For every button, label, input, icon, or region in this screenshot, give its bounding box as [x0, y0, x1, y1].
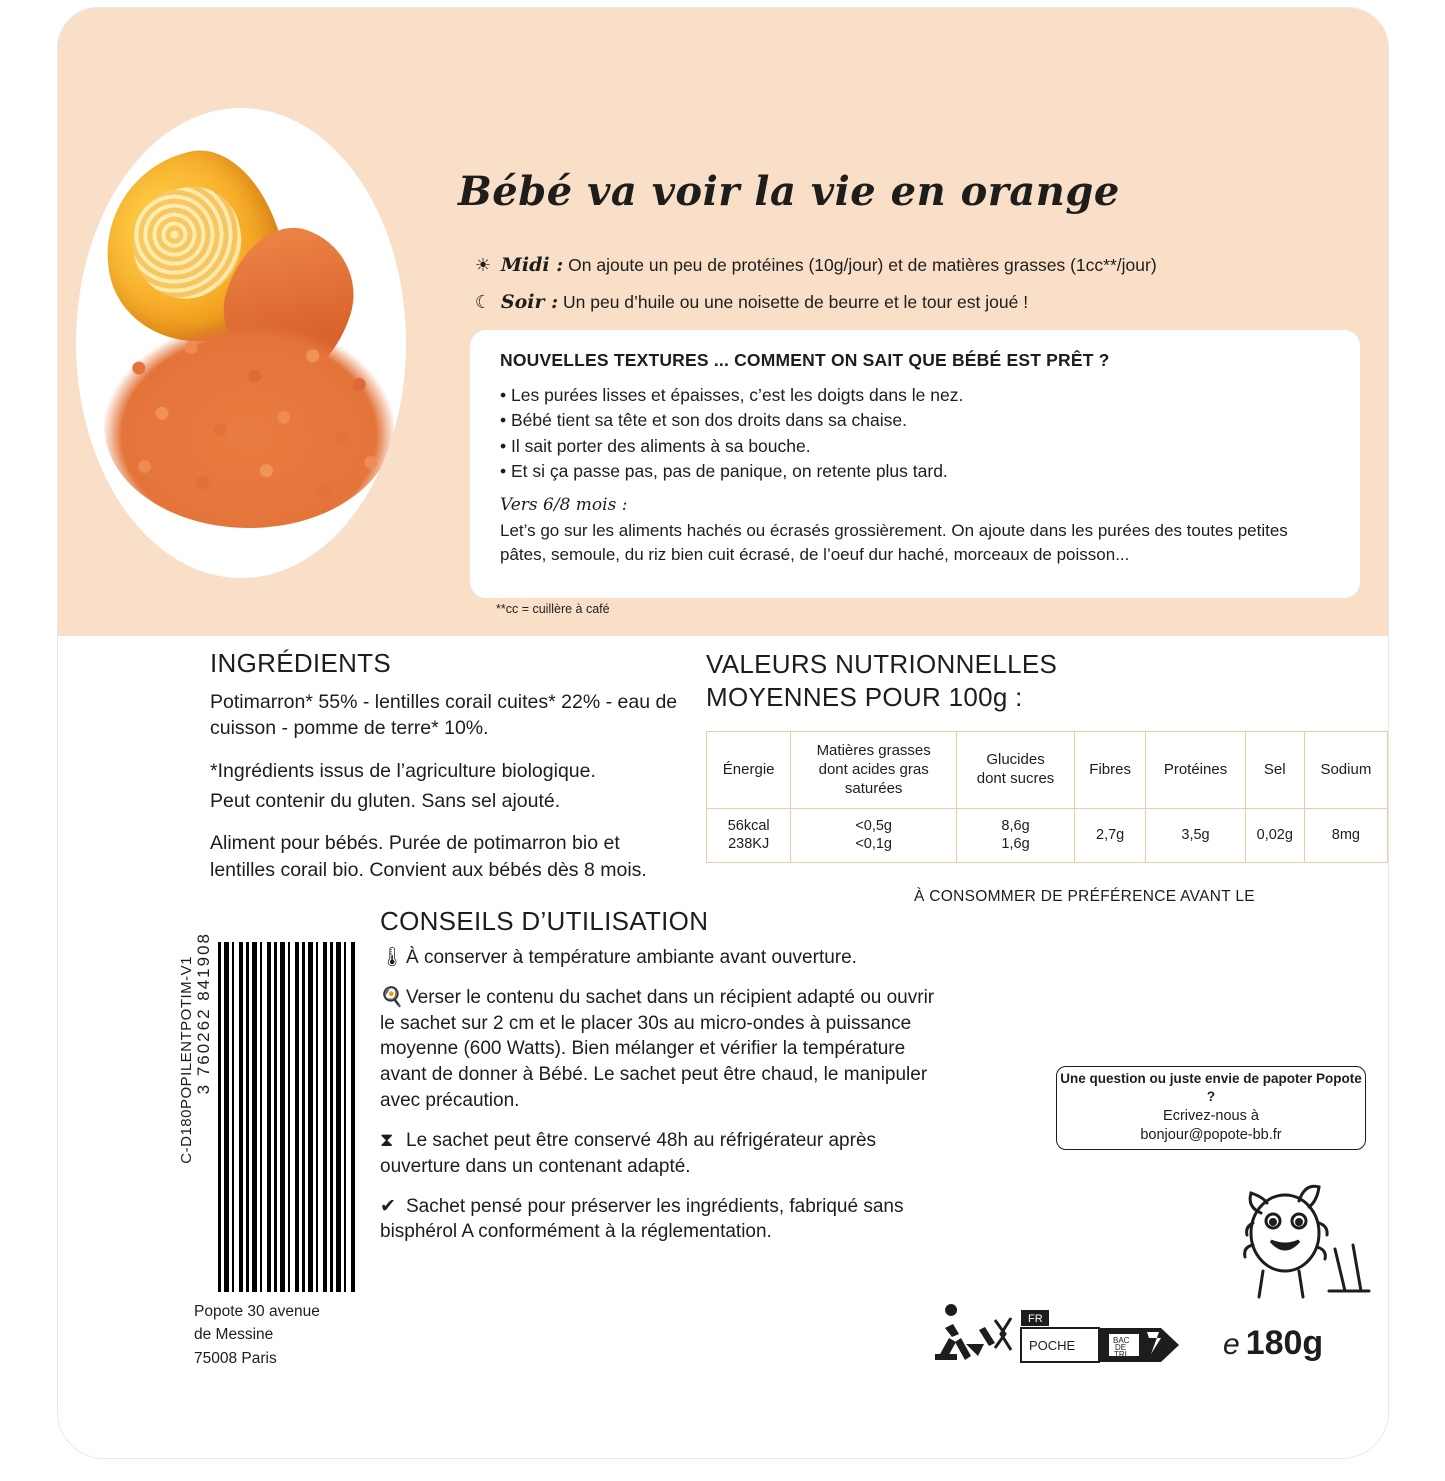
nutrition-value-fat: <0,5g <0,1g: [791, 809, 957, 862]
contact-write: Ecrivez-nous à: [1163, 1107, 1259, 1124]
table-row-values: [707, 809, 1388, 862]
address-line-2: de Messine: [194, 1326, 274, 1344]
pouch-body: [58, 8, 1388, 1458]
ingredients-note-organic: *Ingrédients issus de l’agriculture biologique.: [210, 759, 596, 782]
list-item: • Il sait porter des aliments à sa bouche.: [500, 435, 811, 456]
nutrition-title: [706, 648, 1388, 713]
meal-text-midi: On ajoute un peu de protéines (10g/jour) et de matières grasses (1cc**/jour): [568, 255, 1157, 275]
contact-email[interactable]: bonjour@popote-bb.fr: [1140, 1127, 1282, 1144]
address-line-1: Popote 30 avenue: [194, 1303, 320, 1320]
svg-text:TRI: TRI: [1114, 1350, 1127, 1359]
nutrition-value-salt: 0,02g: [1245, 809, 1304, 862]
barcode: [178, 918, 366, 1298]
thermometer-icon: 🌡: [380, 947, 405, 968]
barcode-reference: C-D180POPILENTPOTIM-V1: [178, 956, 195, 1164]
svg-text:POCHE: POCHE: [1029, 1338, 1076, 1353]
contact-question: Une question ou juste envie de papoter Popote ?: [1060, 1071, 1362, 1105]
list-item: • Les purées lisses et épaisses, c’est les doigts dans le nez.: [500, 385, 964, 405]
textures-panel-title: NOUVELLES TEXTURES ... COMMENT ON SAIT QUE BÉBÉ EST PRÊT ?: [500, 350, 1110, 370]
meal-label-soir: Soir :: [500, 291, 559, 313]
company-address: [194, 1300, 320, 1370]
page-title: Bébé va voir la vie en orange: [458, 168, 1120, 215]
nutrition-value-carbs: 8,6g 1,6g: [957, 809, 1075, 862]
ingredients-list: Potimarron* 55% - lentilles corail cuites* 22% - eau de cuisson - pomme de terre* 10%.: [210, 691, 678, 740]
sun-icon: ☀: [474, 255, 492, 275]
svg-text:FR: FR: [1028, 1313, 1043, 1325]
nutrition-value-protein: 3,5g: [1146, 809, 1246, 862]
hourglass-icon: ⧗: [380, 1129, 394, 1151]
textures-panel: [470, 330, 1360, 598]
meal-tip-midi: [470, 254, 1157, 276]
usage-item-fridge: ⧗ Le sachet peut être conservé 48h au réfrigérateur après ouverture dans un contenant adapté.: [380, 1129, 877, 1177]
weight-value: 180g: [1245, 1324, 1324, 1362]
ingredients-note-usage: Aliment pour bébés. Purée de potimarron bio et lentilles corail bio. Convient aux bébés dès 8 mois.: [210, 832, 647, 881]
nutrition-title-line1: VALEURS NUTRIONNELLES: [706, 649, 1058, 679]
ingredients-section: [210, 648, 690, 899]
meal-text-soir: Un peu d’huile ou une noisette de beurre et le tour est joué !: [563, 292, 1029, 312]
saucepan-icon: 🍳: [380, 986, 404, 1008]
nutrition-header-protein: Protéines: [1146, 732, 1246, 809]
check-icon: ✔: [380, 1195, 396, 1217]
estimated-sign: e: [1223, 1328, 1240, 1361]
usage-item-heating: 🍳 Verser le contenu du sachet dans un récipient adapté ou ouvrir le sachet sur 2 cm et le placer 30s au micro-ondes à puissance moyenne (600 Watts). Bien mélanger et vérifier la température avant de donner à Bébé. Le sachet peut être chaud, le manipuler avec précaution.: [380, 986, 935, 1112]
age-subtitle: Vers 6/8 mois :: [500, 494, 628, 515]
red-lentils-image: [104, 323, 394, 528]
ingredients-title: INGRÉDIENTS: [210, 648, 391, 678]
contact-box: [1056, 1066, 1366, 1150]
nutrition-header-sodium: Sodium: [1304, 732, 1387, 809]
nutrition-section: [706, 648, 1388, 863]
svg-text:DE: DE: [1115, 1343, 1127, 1352]
recycling-icons: [933, 1304, 1183, 1366]
footnote: **cc = cuillère à café: [496, 602, 610, 616]
food-photo: [76, 108, 406, 578]
usage-item-packaging: ✔ Sachet pensé pour préserver les ingrédients, fabriqué sans bisphérol A conformément à la réglementation.: [380, 1195, 904, 1243]
textures-bullet-list: [470, 383, 1360, 485]
address-line-3: 75008 Paris: [194, 1349, 277, 1367]
net-weight: [1223, 1324, 1323, 1363]
mascot-illustration: [1203, 1153, 1383, 1313]
nutrition-header-energy: Énergie: [707, 732, 791, 809]
nutrition-value-energy: 56kcal 238KJ: [707, 809, 791, 862]
moon-icon: ☾: [474, 292, 492, 312]
ingredients-note-gluten: Peut contenir du gluten. Sans sel ajouté.: [210, 789, 561, 812]
best-before-label: À CONSOMMER DE PRÉFÉRENCE AVANT LE: [914, 888, 1255, 905]
usage-title: CONSEILS D’UTILISATION: [380, 906, 709, 936]
nutrition-header-fibre: Fibres: [1075, 732, 1146, 809]
list-item: • Bébé tient sa tête et son dos droits dans sa chaise.: [500, 410, 907, 431]
usage-item-storage: 🌡À conserver à température ambiante avant ouverture.: [380, 945, 950, 971]
nutrition-header-carbs: Glucides dont sucres: [957, 732, 1075, 809]
meal-label-midi: Midi :: [500, 254, 564, 276]
nutrition-value-sodium: 8mg: [1304, 809, 1387, 862]
nutrition-value-fibre: 2,7g: [1075, 809, 1146, 862]
usage-section: [380, 906, 950, 1259]
nutrition-header-salt: Sel: [1245, 732, 1304, 809]
nutrition-title-line2: MOYENNES POUR 100g :: [706, 681, 1023, 712]
nutrition-table: [706, 731, 1388, 863]
table-row-header: [707, 732, 1388, 809]
nutrition-header-fat: Matières grasses dont acides gras saturées: [791, 732, 957, 809]
meal-tip-soir: [470, 291, 1028, 313]
svg-text:BAC: BAC: [1113, 1336, 1130, 1345]
list-item: • Et si ça passe pas, pas de panique, on retente plus tard.: [500, 461, 948, 482]
barcode-number: 3 760262 841908: [194, 932, 213, 1095]
barcode-bars: [218, 942, 358, 1292]
photo-circle: [76, 108, 406, 578]
age-body-text: Let’s go sur les aliments hachés ou écrasés grossièrement. On ajoute dans les purées des toutes petites pâtes, semoule, du riz bien cuit écrasé, de l’oeuf dur haché, morceaux de poisson...: [500, 520, 1288, 564]
